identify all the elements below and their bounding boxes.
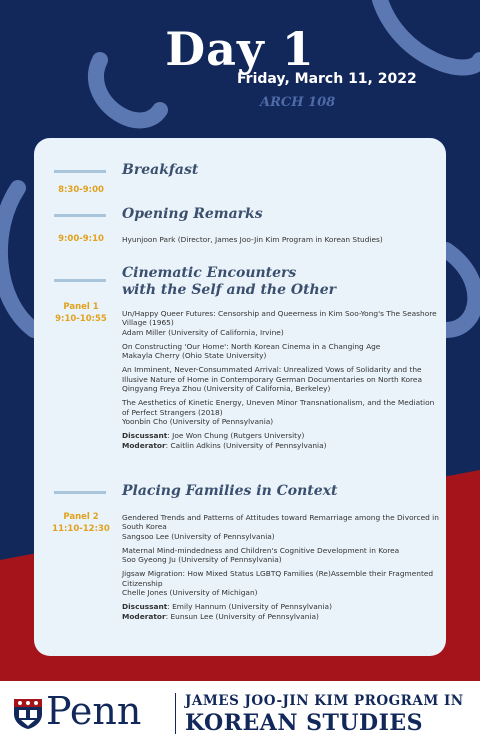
- divider-bar: [54, 214, 106, 217]
- panel-number: Panel 2: [63, 512, 99, 522]
- paper-author: Yoonbin Cho (University of Pennsylvania): [122, 416, 274, 426]
- paper-author: Qingyang Freya Zhou (University of California, Berkeley): [122, 384, 331, 394]
- moderator: [122, 441, 440, 450]
- discussant-name: : Joe Won Chung (Rutgers University): [167, 431, 305, 441]
- moderator-name: : Caitlin Adkins (University of Pennsylvania): [165, 440, 327, 450]
- paper-title: Jigsaw Migration: How Mixed Status LGBTQ Families (Re)Assemble their Fragmented Citizenship: [122, 569, 434, 588]
- panel-number: Panel 1: [63, 302, 99, 312]
- session-speaker: Hyunjoon Park (Director, James Joo-Jin Kim Program in Korean Studies): [122, 235, 383, 244]
- paper: [122, 569, 440, 597]
- session-heading: Opening Remarks: [122, 206, 263, 222]
- paper: [122, 309, 440, 337]
- panel-label: [34, 301, 128, 325]
- paper-author: Makayla Cherry (Ohio State University): [122, 351, 267, 361]
- day-title: Day 1: [165, 22, 315, 76]
- heading-line-1: Cinematic Encounters: [122, 265, 297, 281]
- event-date: Friday, March 11, 2022: [237, 71, 417, 87]
- penn-shield-icon: [13, 698, 43, 730]
- panel-papers: [122, 309, 440, 450]
- program-name-line-2: KOREAN STUDIES: [185, 710, 424, 736]
- paper-title: Un/Happy Queer Futures: Censorship and Queerness in Kim Soo-Yong's The Seashore Village (1965): [122, 309, 437, 328]
- moderator: [122, 612, 440, 621]
- schedule-card: [34, 138, 446, 656]
- panel-chairs: [122, 602, 440, 621]
- discussant-label: Discussant: [122, 602, 168, 612]
- panel-papers: [122, 513, 440, 621]
- session-heading: Breakfast: [122, 162, 199, 178]
- paper-author: Soo Gyeong Ju (University of Pennsylvania): [122, 555, 282, 565]
- moderator-label: Moderator: [122, 611, 166, 621]
- moderator-name: : Eunsun Lee (University of Pennsylvania): [165, 611, 319, 621]
- divider-bar: [54, 170, 106, 173]
- divider-bar: [54, 491, 106, 494]
- paper: [122, 365, 440, 393]
- panel-chairs: [122, 431, 440, 450]
- discussant-name: : Emily Hannum (University of Pennsylvania): [167, 602, 332, 612]
- event-room: ARCH 108: [260, 95, 336, 110]
- footer-divider: [175, 693, 176, 734]
- paper: [122, 546, 440, 565]
- session-time: 9:00-9:10: [58, 234, 104, 244]
- divider-bar: [54, 279, 106, 282]
- paper-title: Maternal Mind-mindedness and Children's Cognitive Development in Korea: [122, 545, 400, 555]
- session-heading: [122, 265, 336, 299]
- moderator-label: Moderator: [122, 440, 166, 450]
- paper-title: Gendered Trends and Patterns of Attitudes toward Remarriage among the Divorced in South Korea: [122, 513, 439, 532]
- paper-author: Sangsoo Lee (University of Pennsylvania): [122, 531, 275, 541]
- discussant: [122, 431, 440, 440]
- session-time: 8:30-9:00: [58, 185, 104, 195]
- paper: [122, 513, 440, 541]
- discussant: [122, 602, 440, 611]
- paper: [122, 342, 440, 361]
- paper: [122, 398, 440, 426]
- heading-line-2: with the Self and the Other: [122, 282, 337, 298]
- paper-author: Chelle Jones (University of Michigan): [122, 588, 258, 598]
- session-heading: Placing Families in Context: [122, 483, 338, 499]
- panel-time: 9:10-10:55: [55, 314, 107, 324]
- paper-title: The Aesthetics of Kinetic Energy, Uneven Minor Transnationalism, and the Mediation of Perfect Strangers (2018): [122, 398, 435, 417]
- penn-logo-text: Penn: [46, 689, 142, 733]
- paper-author: Adam Miller (University of California, Irvine): [122, 327, 284, 337]
- program-name-line-1: JAMES JOO-JIN KIM PROGRAM IN: [185, 693, 464, 709]
- panel-label: [34, 511, 128, 535]
- paper-title: An Imminent, Never-Consummated Arrival: Unrealized Vows of Solidarity and the Illusive Nature of Home in Contemporary German Documentaries on North Korea: [122, 365, 422, 384]
- paper-title: On Constructing 'Our Home': North Korean Cinema in a Changing Age: [122, 341, 381, 351]
- panel-time: 11:10-12:30: [52, 524, 110, 534]
- discussant-label: Discussant: [122, 431, 168, 441]
